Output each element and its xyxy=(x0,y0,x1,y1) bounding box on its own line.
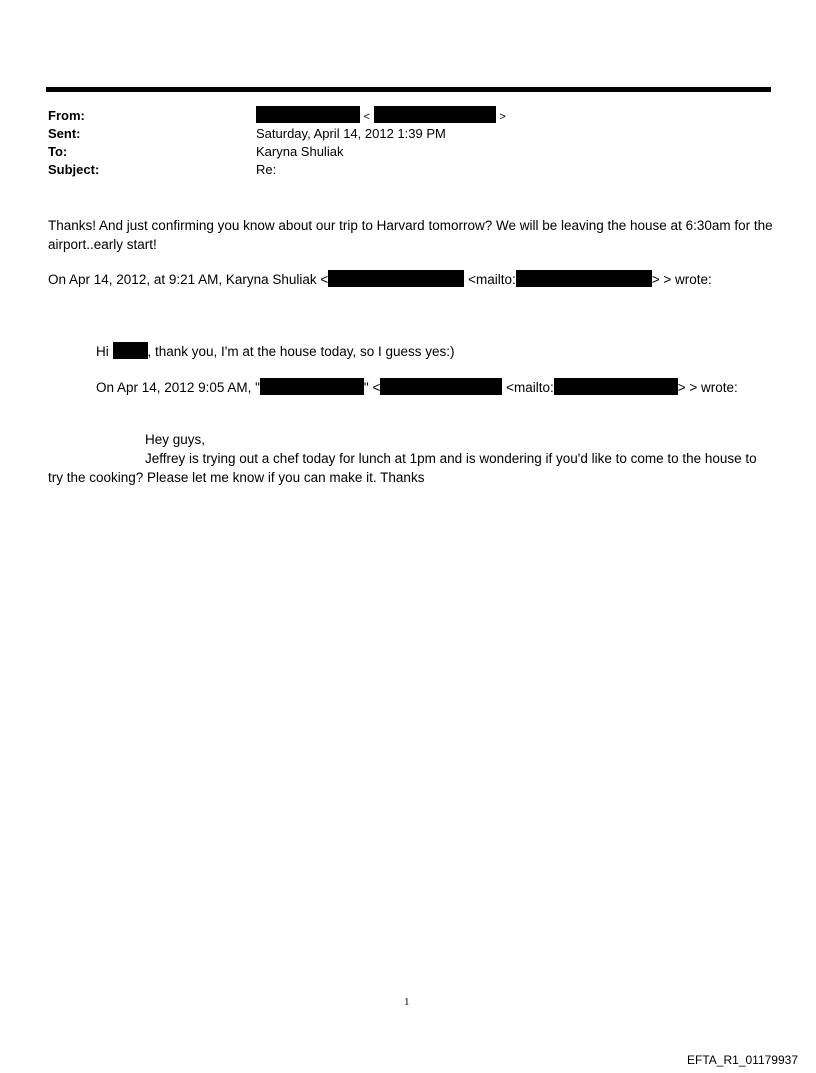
redaction-block xyxy=(260,378,364,395)
subject-value: Re: xyxy=(256,162,277,177)
document-id: EFTA_R1_01179937 xyxy=(687,1053,798,1067)
quote2-prefix: On Apr 14, 2012 9:05 AM, " xyxy=(96,380,260,395)
quote2-mid: " < xyxy=(363,380,381,395)
from-label: From: xyxy=(48,108,85,123)
from-gt: > xyxy=(499,111,506,123)
reply-paragraph: Thanks! And just confirming you know about our trip to Harvard tomorrow? We will be leaving the house at 6:30am for the airport..early start! xyxy=(48,218,773,252)
redaction-block xyxy=(380,378,502,395)
quote2-suffix: > > wrote: xyxy=(677,380,738,395)
redaction-block xyxy=(328,270,464,287)
quote1-prefix: On Apr 14, 2012, at 9:21 AM, Karyna Shuliak < xyxy=(48,272,329,287)
quote1-suffix: > > wrote: xyxy=(651,272,712,287)
redaction-block xyxy=(256,106,360,123)
redaction-block xyxy=(113,342,148,359)
from-value xyxy=(256,106,506,123)
page-number: 1 xyxy=(404,996,410,1008)
to-value: Karyna Shuliak xyxy=(256,144,344,159)
sent-value: Saturday, April 14, 2012 1:39 PM xyxy=(256,126,446,141)
reply-rest: , thank you, I'm at the house today, so I guess yes:) xyxy=(147,344,455,359)
subject-label: Subject: xyxy=(48,162,100,177)
from-lt: < xyxy=(363,111,371,123)
quote2-mailto: <mailto: xyxy=(506,380,554,395)
sent-label: Sent: xyxy=(48,126,81,141)
redaction-block xyxy=(554,378,678,395)
redaction-block xyxy=(374,106,496,123)
greeting: Hey guys, xyxy=(145,432,206,447)
reply-line xyxy=(96,342,455,361)
header-rule xyxy=(46,87,771,92)
quote1-mailto: <mailto: xyxy=(468,272,516,287)
quote-header-2 xyxy=(96,378,738,397)
message-body: Jeffrey is trying out a chef today for lunch at 1pm and is wondering if you'd like to come to the house to try the cooking? Please let me know if you can make it. Thanks xyxy=(48,451,757,485)
redaction-block xyxy=(516,270,652,287)
quote-header-1 xyxy=(48,270,712,289)
to-label: To: xyxy=(48,144,68,159)
reply-hi: Hi xyxy=(96,344,109,359)
